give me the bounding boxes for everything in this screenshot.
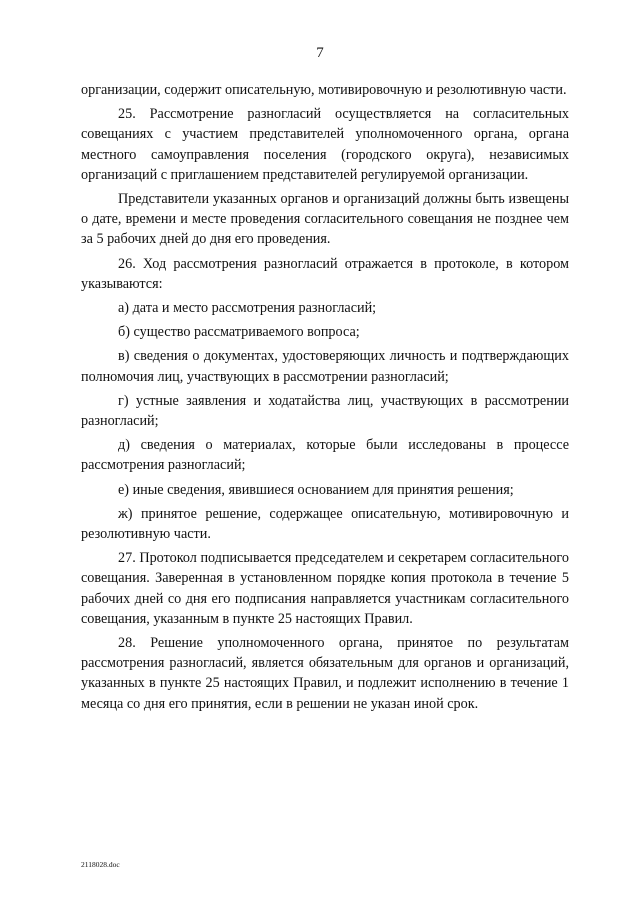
document-footer-filename: 2118028.doc — [81, 860, 120, 869]
list-item-a: а) дата и место рассмотрения разногласий; — [118, 300, 377, 317]
paragraph-continuation: организации, содержит описательную, мотивировочную и резолютивную части. — [81, 82, 567, 98]
list-item-d: д) сведения о материалах, которые были исследованы в процессе рассмотрения разногласий; — [81, 437, 569, 474]
paragraph-item-27: 27. Протокол подписывается председателем и секретарем согласительного совещания. Заверенная в установленном порядке копия протокола в течение 5 рабочих дней со дня его подписания направляется участникам согласительного совещания, указанным в пункте 25 настоящих Правил. — [81, 550, 569, 627]
list-item-b: б) существо рассматриваемого вопроса; — [118, 324, 360, 341]
paragraph-item-28: 28. Решение уполномоченного органа, принятое по результатам рассмотрения разногласий, является обязательным для органов и организаций, указанных в пункте 25 настоящих Правил, и подлежит исполнению в течение 1 месяца со дня его принятия, если в решении не указан иной срок. — [81, 635, 569, 712]
list-item-g: г) устные заявления и ходатайства лиц, участвующих в рассмотрении разногласий; — [81, 392, 569, 430]
list-item-e: е) иные сведения, явившиеся основанием для принятия решения; — [118, 481, 514, 498]
list-item-v: в) сведения о документах, удостоверяющих личность и подтверждающих полномочия лиц, участвующих в рассмотрении разногласий; — [81, 348, 569, 385]
page-number: 7 — [316, 45, 324, 61]
paragraph-item-25: 25. Рассмотрение разногласий осуществляется на согласительных совещаниях с участием представителей уполномоченного органа, органа местного самоуправления поселения (городского округа), независимых организаций с приглашением представителей регулируемой организации. — [81, 106, 569, 183]
document-body — [81, 80, 569, 718]
paragraph-representatives: Представители указанных органов и организаций должны быть извещены о дате, времени и месте проведения согласительного совещания не позднее чем за 5 рабочих дней до дня его проведения. — [81, 191, 569, 248]
list-item-zh: ж) принятое решение, содержащее описательную, мотивировочную и резолютивную части. — [81, 505, 569, 543]
paragraph-item-26: 26. Ход рассмотрения разногласий отражается в протоколе, в котором указываются: — [81, 255, 569, 292]
